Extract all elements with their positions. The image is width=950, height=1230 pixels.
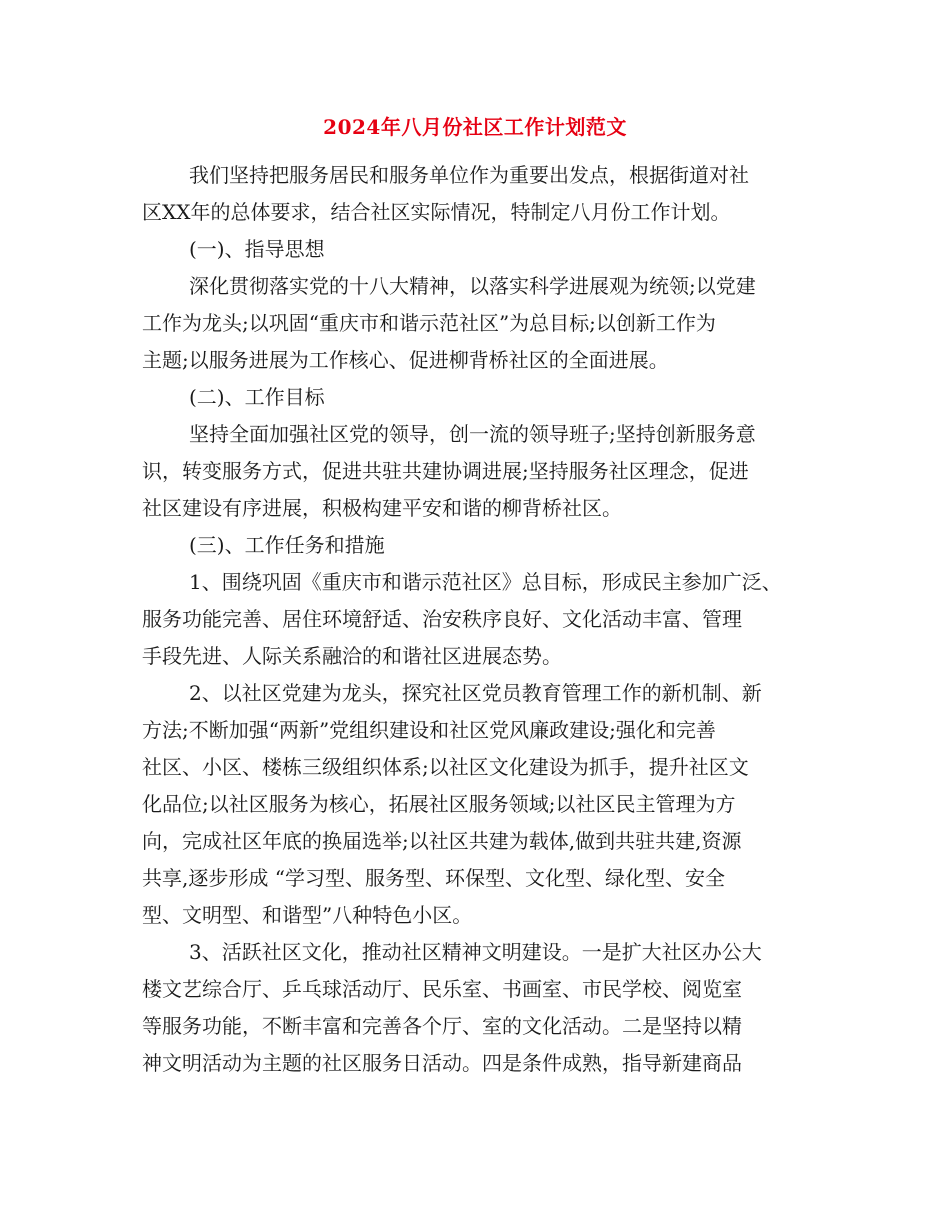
paragraph-line: 化品位;以社区服务为核心，拓展社区服务领域;以社区民主管理为方: [142, 792, 736, 816]
paragraph-line: 等服务功能，不断丰富和完善各个厅、室的文化活动。二是坚持以精: [142, 1014, 742, 1038]
paragraph-line: 坚持全面加强社区党的领导，创一流的领导班子;坚持创新服务意: [189, 422, 756, 446]
paragraph-line: 社区建设有序进展，积极构建平安和谐的柳背桥社区。: [142, 496, 622, 520]
paragraph-line: 神文明活动为主题的社区服务日活动。四是条件成熟，指导新建商品: [142, 1051, 742, 1075]
paragraph-line: 区XX年的总体要求，结合社区实际情况，特制定八月份工作计划。: [142, 200, 731, 224]
section-heading: (二)、工作目标: [189, 385, 325, 409]
paragraph-line: 2、以社区党建为龙头，探究社区党员教育管理工作的新机制、新: [189, 681, 762, 705]
paragraph-line: 主题;以服务进展为工作核心、促进柳背桥社区的全面进展。: [142, 348, 669, 372]
paragraph-line: 深化贯彻落实党的十八大精神，以落实科学进展观为统领;以党建: [189, 274, 756, 298]
paragraph-line: 手段先进、人际关系融洽的和谐社区进展态势。: [142, 644, 562, 668]
paragraph-line: 3、活跃社区文化，推动社区精神文明建设。一是扩大社区办公大: [189, 940, 762, 964]
paragraph-line: 1、围绕巩固《重庆市和谐示范社区》总目标，形成民主参加广泛、: [189, 570, 782, 594]
paragraph-line: 服务功能完善、居住环境舒适、治安秩序良好、文化活动丰富、管理: [142, 607, 742, 631]
paragraph-line: 识，转变服务方式，促进共驻共建协调进展;坚持服务社区理念，促进: [142, 459, 749, 483]
section-heading: (一)、指导思想: [189, 237, 325, 261]
paragraph-line: 我们坚持把服务居民和服务单位作为重要出发点，根据街道对社: [189, 163, 749, 187]
paragraph-line: 工作为龙头;以巩固“重庆市和谐示范社区”为总目标;以创新工作为: [142, 311, 716, 335]
paragraph-line: 型、文明型、和谐型”八种特色小区。: [142, 903, 473, 927]
section-heading: (三)、工作任务和措施: [189, 533, 385, 557]
paragraph-line: 共享,逐步形成 “学习型、服务型、环保型、文化型、绿化型、安全: [142, 866, 725, 890]
document-title: 2024年八月份社区工作计划范文: [323, 115, 627, 139]
paragraph-line: 方法;不断加强“两新”党组织建设和社区党风廉政建设;强化和完善: [142, 718, 716, 742]
paragraph-line: 社区、小区、楼栋三级组织体系;以社区文化建设为抓手，提升社区文: [142, 755, 749, 779]
paragraph-line: 向，完成社区年底的换届选举;以社区共建为载体,做到共驻共建,资源: [142, 829, 742, 853]
paragraph-line: 楼文艺综合厅、乒乓球活动厅、民乐室、书画室、市民学校、阅览室: [142, 977, 742, 1001]
